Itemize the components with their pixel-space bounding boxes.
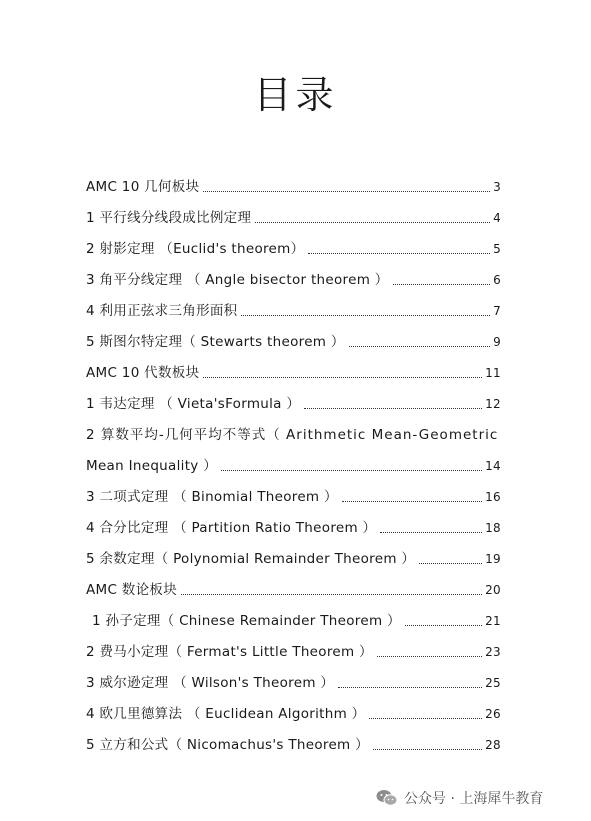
dot-leader	[203, 190, 490, 192]
toc-entry[interactable]	[86, 381, 501, 412]
toc-entry-page: 5	[493, 242, 501, 256]
toc-entry-page: 6	[493, 273, 501, 287]
toc-entry-label: AMC 10 几何板块	[86, 179, 200, 195]
dot-leader	[342, 500, 482, 502]
toc-entry[interactable]	[86, 412, 501, 443]
toc-entry[interactable]	[86, 443, 501, 474]
toc-entry-label: 3 威尔逊定理 （ Wilson's Theorem ）	[86, 675, 335, 691]
toc-entry-label: 1 韦达定理 （ Vieta'sFormula ）	[86, 396, 301, 412]
toc-entry-page: 23	[485, 645, 501, 659]
watermark	[376, 788, 543, 808]
dot-leader	[221, 469, 482, 471]
toc-entry[interactable]	[86, 660, 501, 691]
toc-entry-label: 4 欧几里德算法 （ Euclidean Algorithm ）	[86, 706, 366, 722]
toc-entry-label: 3 二项式定理 （ Binomial Theorem ）	[86, 489, 338, 505]
toc-entry[interactable]	[86, 474, 501, 505]
dot-leader	[405, 624, 482, 626]
toc-entry-label: 4 合分比定理 （ Partition Ratio Theorem ）	[86, 520, 377, 536]
table-of-contents	[86, 164, 501, 753]
toc-entry-label: 3 角平分线定理 （ Angle bisector theorem ）	[86, 272, 389, 288]
toc-entry[interactable]	[86, 536, 501, 567]
toc-entry-page: 20	[485, 583, 501, 597]
toc-entry[interactable]	[86, 629, 501, 660]
toc-entry-label: 5 斯图尔特定理（ Stewarts theorem ）	[86, 334, 345, 350]
toc-entry[interactable]	[86, 288, 501, 319]
toc-entry-page: 3	[493, 180, 501, 194]
dot-leader	[304, 407, 482, 409]
toc-entry-page: 21	[485, 614, 501, 628]
toc-entry[interactable]	[86, 691, 501, 722]
toc-entry-label: 2 算数平均-几何平均不等式（ Arithmetic Mean-Geometric	[86, 427, 499, 443]
dot-leader	[419, 562, 482, 564]
toc-entry-page: 11	[485, 366, 501, 380]
toc-entry-label: 5 余数定理（ Polynomial Remainder Theorem ）	[86, 551, 416, 567]
watermark-text: 公众号 · 上海犀牛教育	[404, 791, 544, 807]
dot-leader	[308, 252, 490, 254]
toc-entry-page: 14	[485, 459, 501, 473]
toc-entry-page: 28	[485, 738, 501, 752]
toc-entry-page: 9	[493, 335, 501, 349]
toc-entry[interactable]	[86, 226, 501, 257]
toc-entry[interactable]	[86, 164, 501, 195]
toc-entry-label: 1 孙子定理（ Chinese Remainder Theorem ）	[92, 613, 401, 629]
toc-entry[interactable]	[86, 195, 501, 226]
toc-entry-page: 18	[485, 521, 501, 535]
toc-entry-label: 5 立方和公式（ Nicomachus's Theorem ）	[86, 737, 369, 753]
wechat-icon	[376, 789, 398, 807]
toc-entry-label: AMC 数论板块	[86, 582, 178, 598]
dot-leader	[393, 283, 491, 285]
toc-entry-page: 4	[493, 211, 501, 225]
dot-leader	[369, 717, 482, 719]
dot-leader	[377, 655, 482, 657]
toc-entry[interactable]	[86, 319, 501, 350]
toc-entry-label: AMC 10 代数板块	[86, 365, 200, 381]
toc-entry[interactable]	[86, 257, 501, 288]
toc-entry-page: 7	[493, 304, 501, 318]
dot-leader	[255, 221, 490, 223]
dot-leader	[373, 748, 482, 750]
toc-entry-label: 2 射影定理 （Euclid's theorem）	[86, 241, 305, 257]
toc-entry-page: 12	[485, 397, 501, 411]
dot-leader	[349, 345, 490, 347]
toc-entry[interactable]	[86, 722, 501, 753]
page-title: 目录	[253, 73, 338, 117]
dot-leader	[203, 376, 482, 378]
toc-entry-label: 2 费马小定理（ Fermat's Little Theorem ）	[86, 644, 373, 660]
toc-entry-page: 19	[485, 552, 501, 566]
toc-entry-page: 26	[485, 707, 501, 721]
toc-entry[interactable]	[86, 505, 501, 536]
toc-entry-label: 1 平行线分线段成比例定理	[86, 210, 252, 226]
dot-leader	[181, 593, 482, 595]
toc-entry[interactable]	[86, 567, 501, 598]
toc-entry-page: 25	[485, 676, 501, 690]
toc-entry-label: Mean Inequality ）	[86, 458, 217, 474]
dot-leader	[380, 531, 482, 533]
dot-leader	[338, 686, 482, 688]
toc-entry[interactable]	[86, 350, 501, 381]
toc-entry-page: 16	[485, 490, 501, 504]
dot-leader	[241, 314, 490, 316]
toc-entry-label: 4 利用正弦求三角形面积	[86, 303, 238, 319]
toc-entry[interactable]	[86, 598, 501, 629]
